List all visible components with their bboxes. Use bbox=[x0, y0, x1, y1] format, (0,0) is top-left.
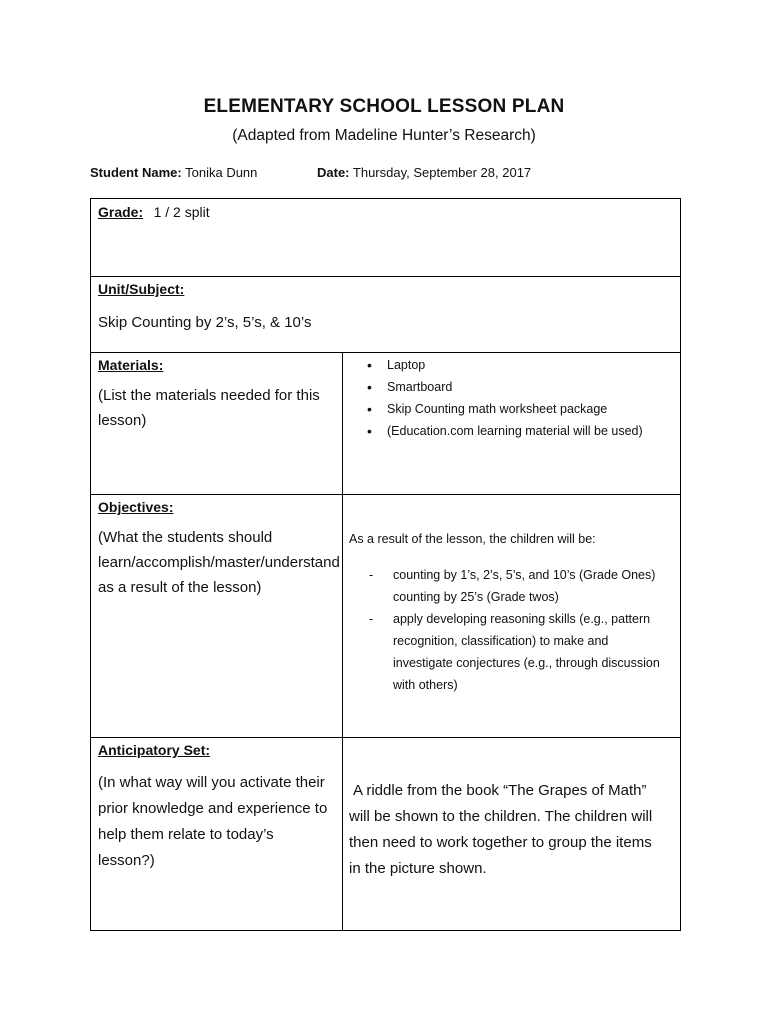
materials-item: • Smartboard bbox=[363, 376, 670, 398]
date-value: Thursday, September 28, 2017 bbox=[352, 165, 532, 180]
student-name-line bbox=[90, 165, 257, 180]
grade-value: 1 / 2 split bbox=[153, 204, 210, 220]
objectives-right-cell bbox=[343, 495, 681, 738]
lesson-plan-table bbox=[90, 198, 681, 931]
date-line bbox=[317, 165, 531, 180]
materials-label: Materials: bbox=[98, 357, 164, 373]
unit-row bbox=[91, 277, 681, 353]
unit-label: Unit/Subject: bbox=[98, 281, 185, 297]
objectives-row bbox=[91, 495, 681, 738]
anticipatory-prompt: (In what way will you activate their prior knowledge and experience to help them relate to today’s lesson?) bbox=[98, 774, 328, 869]
materials-list bbox=[343, 354, 680, 442]
unit-value: Skip Counting by 2’s, 5’s, & 10’s bbox=[98, 314, 312, 331]
student-name-value: Tonika Dunn bbox=[185, 165, 258, 180]
materials-item: • Skip Counting math worksheet package bbox=[363, 398, 670, 420]
materials-left-cell bbox=[91, 353, 343, 495]
document-subtitle: (Adapted from Madeline Hunter’s Research) bbox=[232, 127, 536, 144]
date-label: Date: bbox=[317, 165, 350, 180]
objectives-item: - apply developing reasoning skills (e.g., pattern recognition, classification) to make and investigate conjectures (e.g., through discussion with others) bbox=[349, 608, 668, 696]
objectives-list bbox=[349, 564, 668, 696]
unit-cell bbox=[91, 277, 681, 353]
anticipatory-label: Anticipatory Set: bbox=[98, 742, 211, 758]
anticipatory-right-cell bbox=[343, 738, 681, 931]
objectives-item: - counting by 1’s, 2’s, 5’s, and 10’s (Grade Ones) counting by 25’s (Grade twos) bbox=[349, 564, 668, 608]
objectives-prompt: (What the students should learn/accomplish/master/understand as a result of the lesson) bbox=[98, 529, 340, 596]
materials-prompt: (List the materials needed for this lesson) bbox=[98, 387, 320, 429]
objectives-intro: As a result of the lesson, the children will be: bbox=[349, 532, 596, 546]
anticipatory-left-cell bbox=[91, 738, 343, 931]
materials-right-cell bbox=[343, 353, 681, 495]
objectives-left-cell bbox=[91, 495, 343, 738]
materials-item: • Laptop bbox=[363, 354, 670, 376]
anticipatory-response: A riddle from the book “The Grapes of Math” will be shown to the children. The children will then need to work together to group the items in the picture shown. bbox=[349, 782, 653, 877]
grade-label: Grade: bbox=[98, 204, 144, 220]
materials-item: • (Education.com learning material will be used) bbox=[363, 420, 670, 442]
grade-cell bbox=[91, 199, 681, 277]
grade-row bbox=[91, 199, 681, 277]
anticipatory-row bbox=[91, 738, 681, 931]
objectives-label: Objectives: bbox=[98, 499, 174, 515]
document-title: ELEMENTARY SCHOOL LESSON PLAN bbox=[203, 96, 565, 117]
student-name-label: Student Name: bbox=[90, 165, 182, 180]
materials-row bbox=[91, 353, 681, 495]
